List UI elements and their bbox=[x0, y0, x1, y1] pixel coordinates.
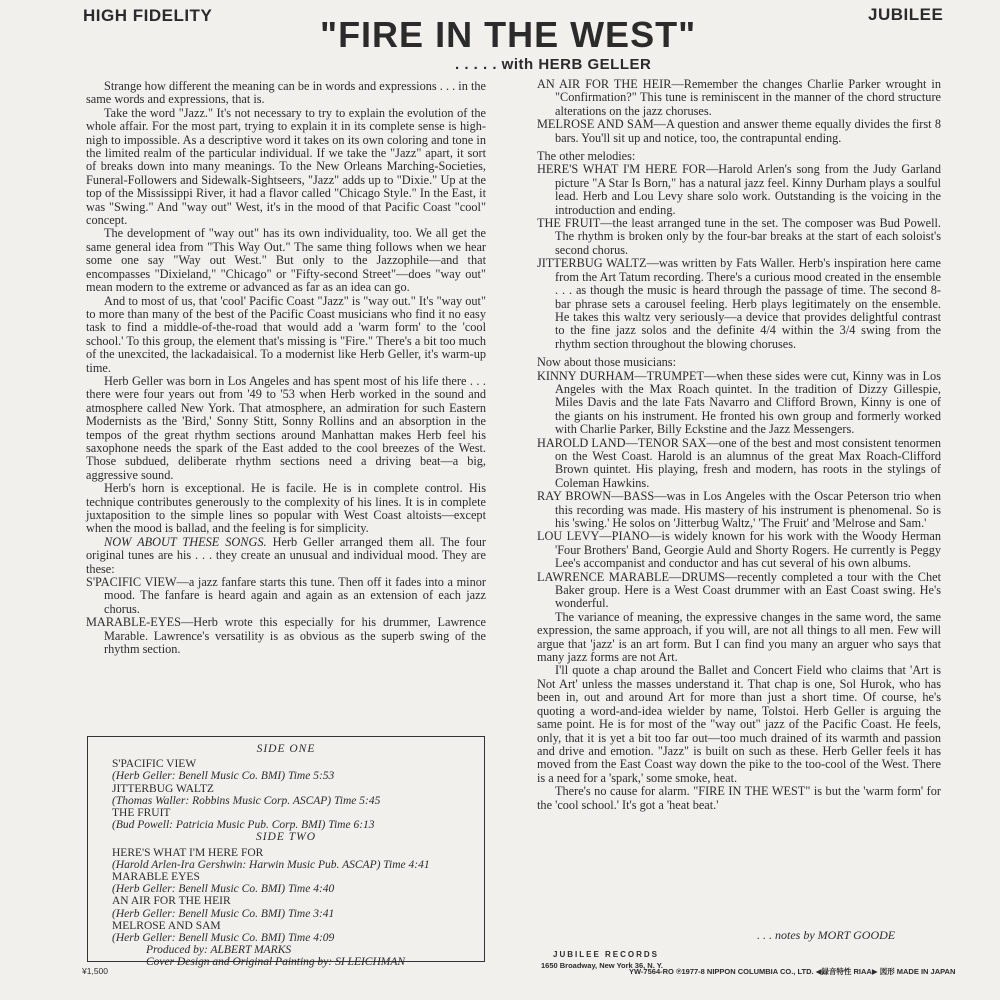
paragraph: Take the word "Jazz." It's not necessary to try to explain the evolution of the whole affair. For the most part, trying to explain it in its complete sense is high-nigh to impossible. As a descriptive word it takes on its own coloring and tone in the limited realm of the particular individual. If we take the "Jazz" apart, it sort of breaks down into many meanings. To the New Orleans Marching-Societies, Funeral-Followers and Sidewalk-Sightseers, "Jazz" adds up to "Dixie." Up at the top of the Mississippi River, it had a flavor called "Chicago Style." In the East, it was "Swing." And "way out" West, it's in the mood of that Pacific Coast "cool" concept. bbox=[86, 105, 486, 228]
other-melodies-label: The other melodies: bbox=[537, 149, 636, 164]
paragraph: Herb Geller was born in Los Angeles and has spent most of his life there . . . there were four years out from '49 to '53 when Herb worked in the sound and atmosphere called New York. That atmosphere, an admiration for such Eastern Modernists as the 'Bird,' Sonny Stitt, Sonny Rollins and an absorption in the tempos of the great rhythm sections around Manhattan makes Herb feel his saxophone needs the spark of the East added to the cool breezes of the West. Those subdued, deliberate rhythm sections need a driving beat—a big, aggressive sound. bbox=[86, 373, 486, 482]
paragraph: There's no cause for alarm. "FIRE IN THE WEST" is but the 'warm form' for the 'cool school.' It's got a 'heat beat.' bbox=[537, 784, 941, 812]
track-credit: (Herb Geller: Benell Music Co. BMI) Time 4:09 bbox=[112, 932, 335, 945]
album-title: "FIRE IN THE WEST" bbox=[320, 14, 697, 55]
side-two-heading: SIDE TWO bbox=[255, 831, 317, 844]
cover-design-credit: Cover Design and Original Painting by: SI LEICHMAN bbox=[146, 956, 406, 969]
liner-notes-left-column bbox=[86, 80, 486, 656]
notes-by-credit: . . . notes by MORT GOODE bbox=[757, 928, 896, 942]
songs-intro-heading: NOW ABOUT THESE SONGS. bbox=[104, 534, 267, 549]
producer-credit: Produced by: ALBERT MARKS bbox=[146, 944, 292, 957]
musician-bio: KINNY DURHAM—TRUMPET—when these sides were cut, Kinny was in Los Angeles with the Max Roach quintet. In the tradition of Dizzy Gillespie, Miles Davis and the late Fats Navarro and Clifford Brown, Kinny is one of the giants on his instrument. He fronted his own group and formerly worked with Charlie Parker, Billy Eckstine and the Jazz Messengers. bbox=[537, 368, 941, 437]
song-note: MARABLE-EYES—Herb wrote this especially for his drummer, Lawrence Marable. Lawrence's versatility is as obvious as the superb swing of the rhythm section. bbox=[86, 615, 486, 657]
track-credit: (Harold Arlen-Ira Gershwin: Harwin Music Pub. ASCAP) Time 4:41 bbox=[112, 858, 430, 871]
track-title: HERE'S WHAT I'M HERE FOR bbox=[112, 846, 264, 859]
track-credit: (Herb Geller: Benell Music Co. BMI) Time 4:40 bbox=[112, 883, 335, 896]
album-subtitle: . . . . . with HERB GELLER bbox=[455, 56, 652, 73]
track-title: S'PACIFIC VIEW bbox=[112, 758, 197, 771]
record-label-name: JUBILEE RECORDS bbox=[553, 950, 660, 959]
songs-intro-text: Herb Geller arranged them all. The four original tunes are his . . . they create an unusual and individual mood. They are these: bbox=[86, 534, 487, 576]
track-credit: (Bud Powell: Patricia Music Pub. Corp. BMI) Time 6:13 bbox=[112, 819, 375, 832]
paragraph: Strange how different the meaning can be in words and expressions . . . in the same words and expressions, that is. bbox=[86, 79, 486, 107]
catalog-line: YW-7564-RO ℗1977-8 NIPPON COLUMBIA CO., LTD. ◀録音特性 RIAA▶ 図形 MADE IN JAPAN bbox=[629, 967, 956, 976]
songs-intro bbox=[86, 536, 486, 576]
side-one-heading: SIDE ONE bbox=[256, 743, 316, 755]
musician-bio: HAROLD LAND—TENOR SAX—one of the best and most consistent tenormen on the West Coast. Harold is an alumnus of the great Max Roach-Clifford Brown quintet. His playing, fresh and modern, has roots in the stylings of Coleman Hawkins. bbox=[537, 435, 941, 490]
paragraph: And to most of us, that 'cool' Pacific Coast "Jazz" is "way out." It's "way out" to more than many of the best of the Pacific Coast musicians who find it no easy task to find a middle-of-the-road that would add a 'warm form' to the 'cool school.' To this group, the element that's missing is "Fire." There's a bit too much of the unexcited, the lackadaisical. To a modernist like Herb Geller, it's warm-up time. bbox=[86, 293, 486, 375]
musician-bio: RAY BROWN—BASS—was in Los Angeles with the Oscar Peterson trio when this recording was made. His mastery of his instrument is phenomenal. So is his 'swing.' He solos on 'Jitterbug Waltz,' 'The Fruit' and 'Melrose and Sam.' bbox=[537, 489, 941, 530]
track-title: JITTERBUG WALTZ bbox=[112, 782, 214, 795]
song-note: HERE'S WHAT I'M HERE FOR—Harold Arlen's song from the Judy Garland picture "A Star Is Born," has a natural jazz feel. Kinny Durham plays a soulful lead. Herb and Lou Levy share solo work. Outstanding is the voicing in the introduction and ending. bbox=[537, 162, 941, 217]
record-label-address: 1650 Broadway, New York 36, N. Y. bbox=[541, 961, 664, 970]
track-credit: (Thomas Waller: Robbins Music Corp. ASCAP) Time 5:45 bbox=[112, 794, 381, 807]
paragraph: The development of "way out" has its own individuality, too. We all get the same general idea from "This Way Out." The same thing follows when we hear some one say "Way out West." But only to the Jazzophile—and that encompasses "Dixieland," "Chicago" or "Fifty-second Street"—does "way out" mean modern to the extreme or advanced as far as an idea can go. bbox=[86, 226, 486, 295]
song-note: S'PACIFIC VIEW—a jazz fanfare starts this tune. Then off it fades into a minor mood. The fanfare is heard again and again as an extension of each jazz chorus. bbox=[86, 575, 486, 616]
paragraph: Herb's horn is exceptional. He is facile. He is in complete control. His technique contributes generously to the complexity of his lines. It is in complete juxtaposition to the simple lines so popular with West Coast altoists—except when the mood is ballad, and the feeling is for simplicity. bbox=[86, 481, 486, 536]
header-label-jubilee: JUBILEE bbox=[868, 5, 944, 24]
paragraph: I'll quote a chap around the Ballet and Concert Field who claims that 'Art is Not Art' unless the masses understand it. That chap is one, Sol Hurok, who has been in, out and around Art for more than just a short time. Of course, he's quoting a word-and-idea wielder by name, Tolstoi. Herb Geller is arguing the same point. He is for most of the "way out" jazz of the Pacific Coast. He feels, only, that it is yet a bit too far out—too much drained of its warmth and passion and drive and emotion. "Jazz" is built on such as these. Herb Geller feels it has moved from the East Coast way down the pike to the too-cool of the West. There is a need for a 'spark,' some smoke, heat. bbox=[537, 663, 941, 785]
price-tag: ¥1,500 bbox=[82, 966, 108, 976]
song-note: JITTERBUG WALTZ—was written by Fats Waller. Herb's inspiration here came from the Art Tatum recording. There's a curious mood created in the ensemble . . . as though the music is heard through the passage of time. The second 8-bar phrase sets a carousel feeling. Herb plays legitimately on the ensemble. He takes this waltz very seriously—a device that provides delightful contrast to the fine jazz solos and the definite 4/4 within the 3/4 swing from the rhythm section throughout the blowing choruses. bbox=[537, 256, 941, 351]
song-note: MELROSE AND SAM—A question and answer theme equally divides the first 8 bars. You'll sit up and notice, too, the contrapuntal ending. bbox=[537, 117, 941, 145]
track-title: MARABLE EYES bbox=[112, 871, 200, 884]
track-title: THE FRUIT bbox=[112, 807, 171, 820]
musician-bio: LOU LEVY—PIANO—is widely known for his work with the Woody Herman 'Four Brothers' Band, Georgie Auld and Shorty Rogers. He currently is Peggy Lee's accompanist and conductor and has cut several of his own albums. bbox=[537, 529, 941, 571]
musicians-label: Now about those musicians: bbox=[537, 355, 677, 370]
track-credit: (Herb Geller: Benell Music Co. BMI) Time 3:41 bbox=[112, 907, 335, 920]
liner-notes-right-column bbox=[537, 78, 941, 812]
track-credit: (Herb Geller: Benell Music Co. BMI) Time 5:53 bbox=[112, 770, 335, 783]
tracklist-box bbox=[87, 736, 485, 969]
song-note: AN AIR FOR THE HEIR—Remember the changes Charlie Parker wrought in "Confirmation?" This tune is reminiscent in the manner of the chord structure alterations on the jazz choruses. bbox=[537, 77, 941, 118]
song-note: THE FRUIT—the least arranged tune in the set. The composer was Bud Powell. The rhythm is broken only by the four-bar breaks at the start of each soloist's second chorus. bbox=[537, 216, 941, 257]
header-high-fidelity: HIGH FIDELITY bbox=[83, 6, 213, 25]
track-title: AN AIR FOR THE HEIR bbox=[112, 895, 231, 908]
track-title: MELROSE AND SAM bbox=[112, 919, 221, 932]
paragraph: The variance of meaning, the expressive changes in the same word, the same expression, the same approach, if you will, are not all things to all men. Few will argue that 'jazz' is an art form. But I can find you many an arguer who says that many jazz forms are not Art. bbox=[537, 609, 941, 665]
musician-bio: LAWRENCE MARABLE—DRUMS—recently completed a tour with the Chet Baker group. Here is a West Coast drummer with an East Coast swing. He's wonderful. bbox=[537, 569, 941, 611]
